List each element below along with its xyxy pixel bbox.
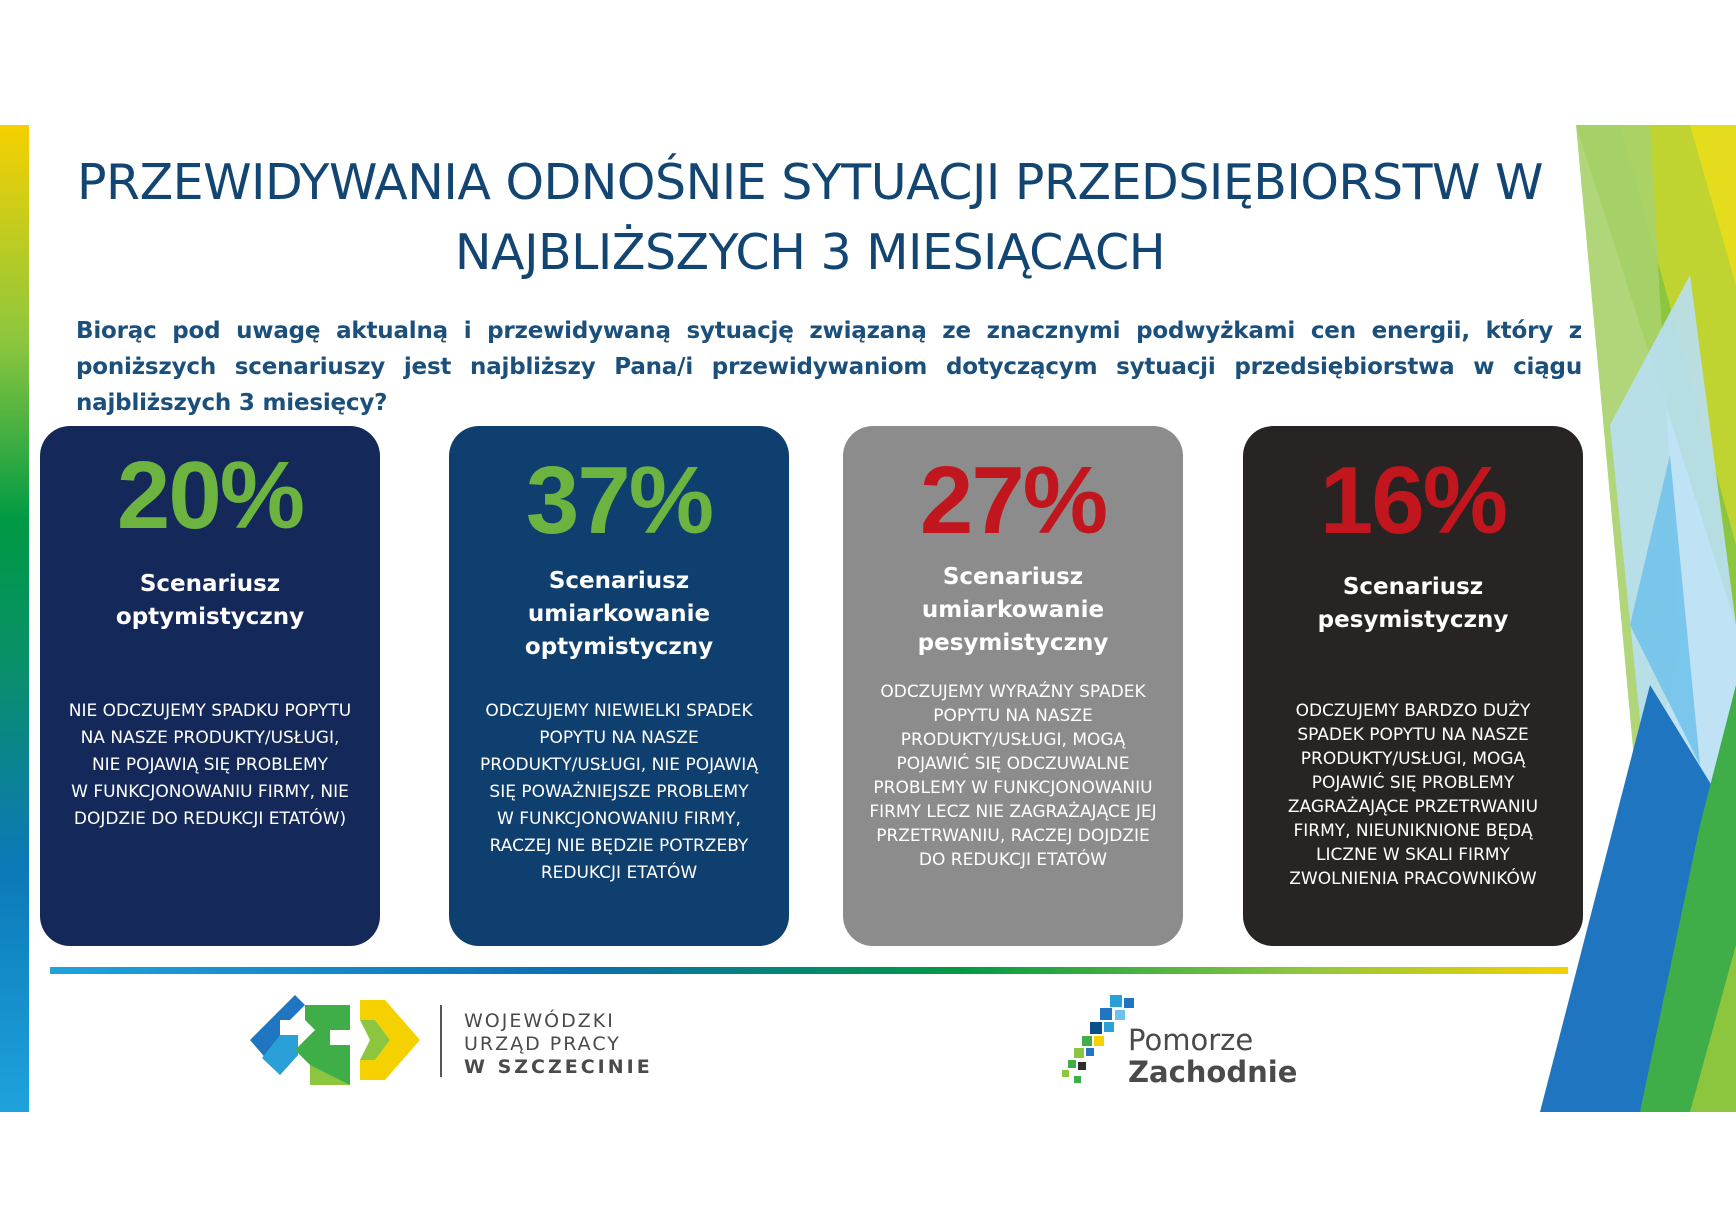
wup-line-1: WOJEWÓDZKI <box>464 1010 615 1032</box>
scenario-desc-line: POPYTU NA NASZE <box>539 728 699 748</box>
scenario-desc-line: PRODUKTY/USŁUGI, MOGĄ <box>1300 749 1526 769</box>
scenario-desc-line: PROBLEMY W FUNKCJONOWANIU <box>873 778 1153 798</box>
scenario-desc-line: FIRMY LECZ NIE ZAGRAŻAJĄCE JEJ <box>869 802 1157 822</box>
percent-value: 27% <box>919 447 1107 554</box>
scenario-name-line: pesymistyczny <box>917 630 1109 656</box>
scenario-desc-line: DO REDUKCJI ETATÓW <box>918 850 1108 870</box>
scenario-desc-line: ZAGRAŻAJĄCE PRZETRWANIU <box>1287 797 1539 817</box>
scenario-name-line: optymistyczny <box>115 604 305 630</box>
scenario-desc-line: DOJDZIE DO REDUKCJI ETATÓW) <box>73 809 347 829</box>
percent-value: 20% <box>116 442 304 549</box>
scenario-desc-line: ODCZUJEMY WYRAŹNY SPADEK <box>880 682 1146 702</box>
pz-line-1: Pomorze <box>1128 1023 1254 1057</box>
wup-line-3: W SZCZECINIE <box>464 1056 653 1078</box>
scenario-desc-line: NIE ODCZUJEMY SPADKU POPYTU <box>68 701 352 721</box>
scenario-desc-line: W FUNKCJONOWANIU FIRMY, NIE <box>71 782 349 802</box>
scenario-desc-line: FIRMY, NIEUNIKNIONE BĘDĄ <box>1293 821 1533 841</box>
scenario-name-line: Scenariusz <box>1342 574 1484 600</box>
survey-question: Biorąc pod uwagę aktualną i przewidywaną sytuację związaną ze znacznymi podwyżkami cen energii, który z poniższych scenariuszy jest najbliższy Pana/i przewidywaniom dotyczącym sytuacji przedsiębiorstwa w ciągu najbliższych 3 miesięcy? <box>76 318 1582 416</box>
scenario-card-pessimistic <box>1243 426 1583 946</box>
wup-logo-text <box>464 1010 653 1079</box>
title-line-2: NAJBLIŻSZYCH 3 MIESIĄCACH <box>454 224 1166 281</box>
scenario-name-line: optymistyczny <box>524 634 714 660</box>
scenario-name-line: umiarkowanie <box>527 601 711 627</box>
scenario-name-line: Scenariusz <box>942 564 1084 590</box>
scenario-name-line: pesymistyczny <box>1317 607 1509 633</box>
gradient-divider <box>50 967 1568 974</box>
scenario-desc-line: RACZEJ NIE BĘDZIE POTRZEBY <box>489 836 749 856</box>
scenario-name-line: Scenariusz <box>548 568 690 594</box>
scenario-card-optimistic <box>40 426 380 946</box>
wup-logo-icon <box>250 990 430 1090</box>
scenario-name-line: umiarkowanie <box>921 597 1105 623</box>
scenario-desc-line: NA NASZE PRODUKTY/USŁUGI, <box>80 728 340 748</box>
scenario-card-moderately-pessimistic <box>843 426 1183 946</box>
title-line-1: PRZEWIDYWANIA ODNOŚNIE SYTUACJI PRZEDSIĘBIORSTW W <box>76 154 1543 211</box>
scenario-name-line: Scenariusz <box>139 571 281 597</box>
scenario-desc-line: NIE POJAWIĄ SIĘ PROBLEMY <box>91 755 329 775</box>
wup-line-2: URZĄD PRACY <box>464 1033 621 1055</box>
scenario-desc-line: ODCZUJEMY BARDZO DUŻY <box>1295 701 1531 721</box>
scenario-desc-line: POJAWIĆ SIĘ ODCZUWALNE <box>896 754 1130 774</box>
scenario-desc-line: PRODUKTY/USŁUGI, MOGĄ <box>900 730 1126 750</box>
scenario-desc-line: ZWOLNIENIA PRACOWNIKÓW <box>1289 869 1537 889</box>
scenario-desc-line: LICZNE W SKALI FIRMY <box>1316 845 1510 865</box>
percent-value: 37% <box>525 447 713 554</box>
pz-line-2: Zachodnie <box>1128 1055 1298 1089</box>
scenario-desc-line: SPADEK POPYTU NA NASZE <box>1297 725 1529 745</box>
scenario-desc-line: W FUNKCJONOWANIU FIRMY, <box>497 809 741 829</box>
scenario-desc-line: POJAWIĆ SIĘ PROBLEMY <box>1311 773 1515 793</box>
page-title <box>60 148 1560 288</box>
scenario-desc-line: PRODUKTY/USŁUGI, NIE POJAWIĄ <box>480 755 758 775</box>
scenario-desc-line: ODCZUJEMY NIEWIELKI SPADEK <box>485 701 753 721</box>
logo-separator <box>440 1005 442 1077</box>
pomorze-zachodnie-logo-text <box>1128 1024 1297 1088</box>
scenario-desc-line: POPYTU NA NASZE <box>933 706 1093 726</box>
scenario-desc-line: SIĘ POWAŻNIEJSZE PROBLEMY <box>489 782 749 802</box>
percent-value: 16% <box>1319 447 1507 554</box>
scenario-desc-line: PRZETRWANIU, RACZEJ DOJDZIE <box>876 826 1150 846</box>
scenario-card-moderately-optimistic <box>449 426 789 946</box>
scenario-desc-line: REDUKCJI ETATÓW <box>540 863 698 883</box>
left-gradient-bar <box>0 125 29 1112</box>
